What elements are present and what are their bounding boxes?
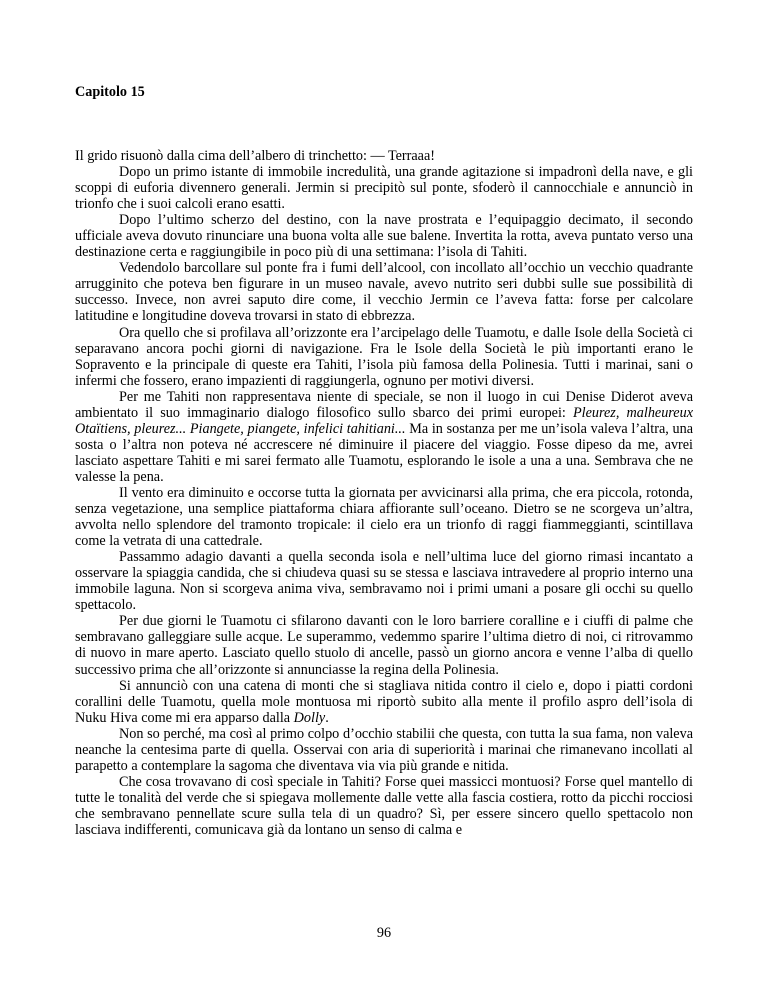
paragraph-text: Dopo un primo istante di immobile incredulità, una grande agitazione si impadronì della nave, e gli scoppi di euforia divennero generali. Jermin si precipitò sul ponte, sfoderò il cannocchiale e annunciò in trionfo che i suoi calcoli erano esatti. [75,164,693,213]
paragraph-text: Passammo adagio davanti a quella seconda isola e nell’ultima luce del giorno rimasi incantato a osservare la spiaggia candida, che si chiudeva quasi su se stessa e lasciava intravedere al proprio interno una immobile laguna. Non si scorgeva anima viva, sembravamo noi i primi umani a posare gli occhi su quello spettacolo. [75,549,693,614]
paragraph-text: Si annunciò con una catena di monti che si stagliava nitida contro il cielo e, dopo i piatti cordoni corallini delle Tuamotu, quella mole montuosa mi riportò subito alla mente il profilo aspro dell’isola di Nuku Hiva come mi era apparso dalla [75,677,693,726]
paragraph [75,148,693,164]
paragraph-text: Non so perché, ma così al primo colpo d’occhio stabilii che questa, con tutta la sua fama, non valeva neanche la centesima parte di quella. Osservai con aria di superiorità i marinai che rimanevano incollati al parapetto a contemplare la sagoma che diventava via via più grande e nitida. [75,725,693,774]
chapter-title: Capitolo 15 [75,84,145,100]
paragraph-text: Che cosa trovavano di così speciale in Tahiti? Forse quei massicci montuosi? Forse quel mantello di tutte le tonalità del verde che si spiegava mollemente dalle vette alla fascia costiera, rotto da picchi rocciosi che sembravano pennellate scure sulla tela di un quadro? Sì, per essere sincero quello spettacolo non lasciava indifferenti, comunicava già da lontano un senso di calma e [75,773,693,838]
paragraph [75,164,693,212]
page-number: 96 [376,925,392,941]
italic-text: Pleurez, malheureux Otaïtiens, pleurez... Piangete, piangete, infelici tahitiani... [75,404,693,437]
paragraph-text: Vedendolo barcollare sul ponte fra i fumi dell’alcool, con incollato all’occhio un vecchio quadrante arrugginito che poteva ben figurare in un museo navale, avevo nutrito seri dubbi sulle sue possibilità di successo. Invece, non avrei saputo dire come, il vecchio Jermin ce l’aveva fatta: forse per calcolare latitudine e longitudine doveva trovarsi in stato di ebbrezza. [75,260,693,325]
paragraph [75,389,693,485]
paragraph [75,774,693,838]
paragraph [75,613,693,677]
paragraph-text: Il grido risuonò dalla cima dell’albero di trinchetto: — Terraaa! [75,148,435,164]
paragraph-text: Dopo l’ultimo scherzo del destino, con la nave prostrata e l’equipaggio decimato, il secondo ufficiale aveva dovuto rinunciare una buona volta alle sue balene. Invertita la rotta, aveva puntato verso una destinazione certa e raggiungibile in poco più di una settimana: l’isola di Tahiti. [75,212,693,261]
paragraph [75,549,693,613]
paragraph [75,212,693,260]
paragraph-text: Per me Tahiti non rappresentava niente di speciale, se non il luogo in cui Denise Diderot aveva ambientato il suo immaginario dialogo filosofico sullo sbarco dei primi europei: [75,388,693,421]
paragraph-text: Ora quello che si profilava all’orizzonte era l’arcipelago delle Tuamotu, e dalle Isole della Società ci separavano ancora pochi giorni di navigazione. Fra le Isole della Società le più importanti erano le Sopravento e la principale di queste era Tahiti, l’isola più famosa della Polinesia. Tutti i marinai, sani o infermi che fossero, erano impazienti di raggiungerla, ognuno per motivi diversi. [75,324,693,389]
paragraph [75,678,693,726]
paragraph-text: Ma in sostanza per me un’isola valeva l’altra, una sosta o l’altra non poteva né accrescere né diminuire il piacere del viaggio. Fosse dipeso da me, avrei lasciato aspettare Tahiti e mi sarei fermato alle Tuamotu, esplorando le isole a una a una. Sembrava che ne valesse la pena. [75,420,693,485]
paragraph [75,485,693,549]
paragraph [75,726,693,774]
italic-text: Dolly [293,709,326,726]
paragraph-text: . [325,709,329,726]
paragraph-text: Il vento era diminuito e occorse tutta la giornata per avvicinarsi alla prima, che era piccola, rotonda, senza vegetazione, una semplice piattaforma chiara affiorante sull’oceano. Dietro se ne scorgeva un’altra, avvolta nello splendore del tramonto tropicale: il cielo era un trionfo di raggi fiammeggianti, scintillava come la vetrata di una cattedrale. [75,484,693,550]
paragraph-text: Per due giorni le Tuamotu ci sfilarono davanti con le loro barriere coralline e i ciuffi di palme che sembravano galleggiare sulle acque. Le superammo, vedemmo sparire l’ultima dietro di noi, ci ritrovammo di nuovo in mare aperto. Lasciato quello stuolo di ancelle, passò un giorno ancora e venne l’alba di quello successivo prima che all’orizzonte si annunciasse la regina della Polinesia. [75,613,693,678]
paragraph [75,260,693,324]
paragraph [75,325,693,389]
chapter-body [75,148,693,838]
